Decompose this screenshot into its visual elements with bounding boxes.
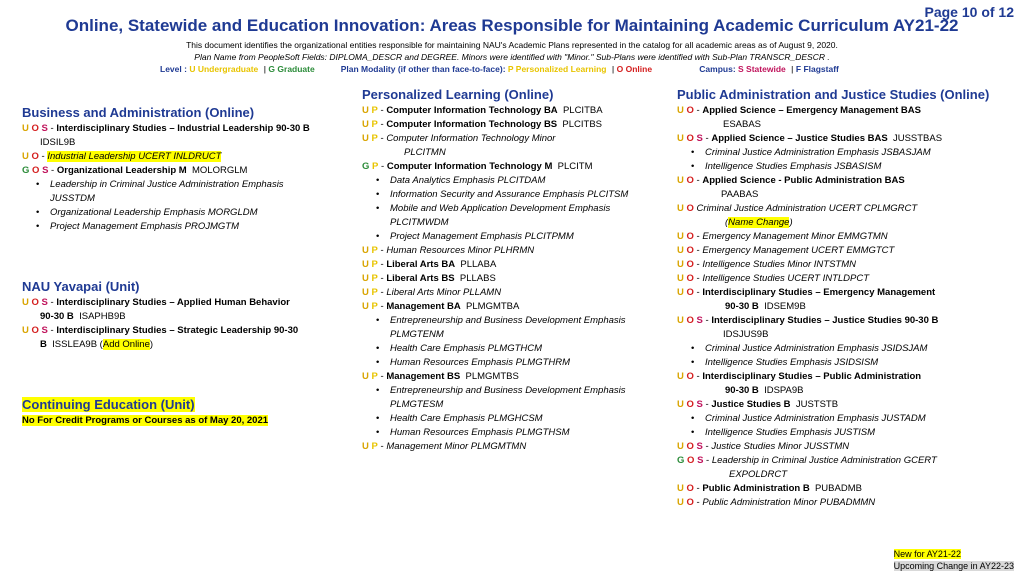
paren: ) — [149, 339, 154, 350]
code-o: O — [686, 245, 694, 256]
list-item: • Data Analytics Emphasis PLCITDAM — [362, 174, 672, 188]
plan-name: Interdisciplinary Studies – Emergency Management — [702, 287, 936, 298]
plan-code: PLCITBA — [562, 105, 603, 116]
code-u: U — [362, 371, 369, 382]
code-u: U — [362, 301, 369, 312]
code-u: U — [677, 287, 684, 298]
column-business-yavapai — [22, 104, 352, 428]
dash: - — [705, 315, 709, 326]
level-label: Level : — [160, 64, 187, 74]
plan-name: Computer Information Technology BA — [386, 105, 558, 116]
list-item — [22, 122, 352, 136]
list-item — [677, 300, 1017, 314]
dash: - — [706, 455, 710, 466]
campus-label: Campus: — [699, 64, 736, 74]
plan-name: Justice Studies Minor JUSSTMN — [711, 441, 850, 452]
list-item — [362, 160, 672, 174]
list-item — [362, 244, 672, 258]
dash: - — [380, 371, 384, 382]
section-public-administration: Public Administration and Justice Studies (Online) — [677, 87, 990, 102]
code-u: U — [362, 245, 369, 256]
dash: - — [705, 441, 709, 452]
code-o: O — [686, 287, 694, 298]
code-u: U — [677, 203, 684, 214]
legend-personalized: P Personalized Learning — [507, 64, 607, 74]
plan-name: Organizational Leadership M — [56, 165, 187, 176]
list-item — [677, 286, 1017, 300]
legend-graduate: G Graduate — [268, 64, 315, 74]
legend-undergraduate: U Undergraduate — [189, 64, 259, 74]
dash: - — [696, 497, 700, 508]
change-note: Add Online — [102, 339, 150, 350]
dash: - — [696, 245, 700, 256]
code-u: U — [677, 105, 684, 116]
list-item: • Criminal Justice Administration Emphasis JSBASJAM — [677, 146, 1017, 160]
list-item — [362, 370, 672, 384]
code-u: U — [362, 259, 369, 270]
code-u: U — [22, 297, 29, 308]
plan-code: MOLORGLM — [192, 165, 248, 176]
list-item — [362, 258, 672, 272]
code-u: U — [677, 231, 684, 242]
list-item: • Mobile and Web Application Development Emphasis — [362, 202, 672, 216]
code-u: U — [677, 273, 684, 284]
list-item: • Information Security and Assurance Emphasis PLCITSM — [362, 188, 672, 202]
list-item — [677, 482, 1017, 496]
list-item: • Human Resources Emphasis PLMGTHSM — [362, 426, 672, 440]
code-g: G — [22, 165, 30, 176]
plan-code: ISSLEA9B ( — [52, 339, 103, 350]
plan-name: Management Minor PLMGMTMN — [386, 441, 527, 452]
code-o: O — [686, 483, 694, 494]
plan-name: Intelligence Studies UCERT INTLDPCT — [702, 273, 870, 284]
list-item — [362, 440, 672, 454]
list-item: • Project Management Emphasis PLCITPMM — [362, 230, 672, 244]
code-s: S — [41, 325, 48, 336]
plan-name: Intelligence Studies Minor INTSTMN — [702, 259, 856, 270]
dash: - — [380, 245, 384, 256]
list-item: • Entrepreneurship and Business Development Emphasis — [362, 314, 672, 328]
code-p: P — [371, 273, 378, 284]
code-u: U — [677, 441, 684, 452]
code-o: O — [686, 231, 694, 242]
legend-flagstaff: F Flagstaff — [795, 64, 839, 74]
code-s: S — [696, 315, 703, 326]
list-item — [22, 150, 352, 164]
plan-code: ISAPHB9B — [79, 311, 126, 322]
list-item — [677, 496, 1017, 510]
dash: - — [51, 165, 55, 176]
code-u: U — [362, 441, 369, 452]
dash: - — [380, 133, 384, 144]
code-u: U — [677, 483, 684, 494]
plan-code: PLLABS — [459, 273, 496, 284]
list-item — [22, 296, 352, 310]
code-o: O — [686, 203, 694, 214]
code-s: S — [41, 123, 48, 134]
dash: - — [380, 301, 384, 312]
code-s: S — [696, 441, 703, 452]
list-item: • Intelligence Studies Emphasis JSIDSISM — [677, 356, 1017, 370]
code-o: O — [686, 315, 694, 326]
code-g: G — [677, 455, 685, 466]
list-item — [677, 216, 1017, 230]
plan-code: PLCITMWDM — [390, 217, 449, 228]
plan-code: IDSIL9B — [40, 137, 76, 148]
code-o: O — [686, 441, 694, 452]
change-note: Name Change — [728, 217, 790, 228]
code-p: P — [371, 105, 378, 116]
paren: ) — [789, 217, 793, 228]
list-item: • Entrepreneurship and Business Development Emphasis — [362, 384, 672, 398]
code-p: P — [371, 133, 378, 144]
dash: - — [696, 259, 700, 270]
plan-code: PLMGTESM — [390, 399, 444, 410]
code-u: U — [677, 175, 684, 186]
description-line: This document identifies the organizational entities responsible for maintaining NAU's Academic Plans represented in the catalog for all academic areas as of August 9, 2020. — [186, 40, 838, 50]
plan-name: 90-30 B — [725, 301, 759, 312]
section-personalized-learning: Personalized Learning (Online) — [362, 87, 554, 102]
code-legend — [160, 64, 839, 74]
list-item — [677, 132, 1017, 146]
list-item — [677, 440, 1017, 454]
plan-name: Criminal Justice Administration UCERT CPLMGRCT — [696, 203, 918, 214]
list-item — [362, 272, 672, 286]
note-text: No For Credit Programs or Courses as of May 20, 2021 — [22, 415, 269, 426]
code-u: U — [22, 123, 29, 134]
list-item: • Health Care Emphasis PLMGTHCM — [362, 342, 672, 356]
plan-code: PLCITBS — [562, 119, 603, 130]
plan-code: IDSPA9B — [764, 385, 804, 396]
section-title: Continuing Education (Unit) — [22, 397, 195, 412]
dash: - — [696, 105, 700, 116]
code-p: P — [372, 161, 379, 172]
plan-name: Liberal Arts BA — [386, 259, 456, 270]
plan-code: EXPOLDRCT — [729, 469, 788, 480]
code-u: U — [677, 245, 684, 256]
code-o: O — [31, 297, 39, 308]
list-item: • Project Management Emphasis PROJMGTM — [22, 220, 352, 234]
plan-name: Computer Information Technology M — [386, 161, 553, 172]
list-item — [677, 384, 1017, 398]
list-item — [677, 370, 1017, 384]
list-item — [362, 104, 672, 118]
list-item — [22, 164, 352, 178]
code-p: P — [371, 245, 378, 256]
separator: | — [791, 64, 794, 74]
code-u: U — [677, 259, 684, 270]
column-public-administration — [677, 86, 1017, 510]
dash: - — [50, 325, 54, 336]
code-g: G — [362, 161, 370, 172]
plan-name: Applied Science – Emergency Management BAS — [702, 105, 921, 116]
code-u: U — [362, 287, 369, 298]
dash: - — [381, 161, 385, 172]
page-number: Page 10 of 12 — [924, 4, 1014, 20]
plan-name: B — [40, 339, 47, 350]
plan-name: Human Resources Minor PLHRMN — [386, 245, 535, 256]
code-u: U — [677, 371, 684, 382]
dash: - — [41, 151, 45, 162]
list-item — [362, 300, 672, 314]
list-item: • Criminal Justice Administration Emphasis JSIDSJAM — [677, 342, 1017, 356]
code-o: O — [686, 105, 694, 116]
plan-name: Interdisciplinary Studies – Strategic Leadership 90-30 — [56, 325, 299, 336]
code-o: O — [31, 325, 39, 336]
dash: - — [705, 399, 709, 410]
plan-code: IDSEM9B — [764, 301, 806, 312]
code-p: P — [371, 441, 378, 452]
dash: - — [380, 259, 384, 270]
code-o: O — [687, 455, 695, 466]
plan-name: Emergency Management UCERT EMMGTCT — [702, 245, 895, 256]
plan-code: PLMGTENM — [390, 329, 444, 340]
code-o: O — [686, 273, 694, 284]
plan-name-note: Plan Name from PeopleSoft Fields: DIPLOMA_DESCR and DEGREE. Minors were identified with "Minor." Sub-Plans were identified with Sub-Plan TRANSCR_DESCR . — [194, 52, 830, 62]
plan-name: Interdisciplinary Studies – Public Administration — [702, 371, 922, 382]
plan-name: Emergency Management Minor EMMGTMN — [702, 231, 888, 242]
list-item: • Criminal Justice Administration Emphasis JUSTADM — [677, 412, 1017, 426]
change-legend — [894, 548, 1014, 572]
list-item — [677, 104, 1017, 118]
legend-online: O Online — [616, 64, 653, 74]
plan-code: PLCITM — [557, 161, 593, 172]
code-p: P — [371, 371, 378, 382]
code-u: U — [362, 273, 369, 284]
plan-name: Interdisciplinary Studies – Applied Human Behavior — [56, 297, 290, 308]
plan-code: JUSTSTB — [795, 399, 839, 410]
plan-name: Computer Information Technology BS — [386, 119, 558, 130]
section-nau-yavapai: NAU Yavapai (Unit) — [22, 279, 140, 294]
dash: - — [50, 123, 54, 134]
code-u: U — [677, 497, 684, 508]
dash: - — [696, 175, 700, 186]
code-o: O — [686, 175, 694, 186]
list-item — [677, 454, 1017, 468]
code-u: U — [22, 325, 29, 336]
list-item: • Organizational Leadership Emphasis MORGLDM — [22, 206, 352, 220]
plan-name: Liberal Arts Minor PLLAMN — [386, 287, 502, 298]
code-u: U — [677, 133, 684, 144]
list-item: • Intelligence Studies Emphasis JUSTISM — [677, 426, 1017, 440]
code-o: O — [686, 133, 694, 144]
separator: | — [263, 64, 267, 74]
code-s: S — [42, 165, 49, 176]
plan-name: Interdisciplinary Studies – Industrial Leadership 90-30 B — [56, 123, 310, 134]
plan-code: PUBADMB — [814, 483, 862, 494]
plan-code: JUSSTDM — [50, 193, 95, 204]
dash: - — [380, 441, 384, 452]
upcoming-legend — [894, 560, 1014, 572]
code-p: P — [371, 287, 378, 298]
list-item: • Health Care Emphasis PLMGHCSM — [362, 412, 672, 426]
code-s: S — [697, 455, 704, 466]
code-s: S — [696, 399, 703, 410]
list-item — [677, 244, 1017, 258]
dash: - — [696, 371, 700, 382]
upcoming-label: Upcoming Change in AY22-23 — [893, 561, 1014, 571]
list-item — [677, 314, 1017, 328]
list-item — [362, 118, 672, 132]
plan-code: IDSJUS9B — [723, 329, 769, 340]
list-item — [677, 174, 1017, 188]
plan-name: Public Administration Minor PUBADMMN — [702, 497, 876, 508]
plan-name: Applied Science - Public Administration BAS — [702, 175, 905, 186]
code-u: U — [362, 119, 369, 130]
code-u: U — [677, 399, 684, 410]
plan-name: Public Administration B — [702, 483, 810, 494]
dash: - — [705, 133, 709, 144]
plan-name: Management BA — [386, 301, 461, 312]
column-personalized-learning — [362, 86, 672, 454]
separator: | — [611, 64, 615, 74]
plan-name: 90-30 B — [725, 385, 759, 396]
plan-name: Liberal Arts BS — [386, 273, 455, 284]
list-item: • Leadership in Criminal Justice Administration Emphasis — [22, 178, 352, 192]
list-item — [362, 286, 672, 300]
plan-code: PAABAS — [721, 189, 759, 200]
plan-code: PLMGMTBA — [466, 301, 520, 312]
dash: - — [380, 119, 384, 130]
code-s: S — [696, 133, 703, 144]
dash: - — [696, 483, 700, 494]
dash: - — [50, 297, 54, 308]
plan-code: ESABAS — [723, 119, 762, 130]
code-o: O — [686, 259, 694, 270]
code-o: O — [31, 123, 39, 134]
plan-code: JUSSTBAS — [892, 133, 943, 144]
list-item — [362, 132, 672, 146]
new-label: New for AY21-22 — [893, 549, 961, 559]
list-item — [22, 414, 352, 428]
list-item — [22, 310, 352, 324]
dash: - — [696, 231, 700, 242]
legend-statewide: S Statewide — [738, 64, 786, 74]
code-p: P — [371, 119, 378, 130]
dash: - — [696, 273, 700, 284]
list-item — [677, 202, 1017, 216]
list-item: • Intelligence Studies Emphasis JSBASISM — [677, 160, 1017, 174]
plan-name-new: Industrial Leadership UCERT INLDRUCT — [47, 151, 222, 162]
plan-name: Justice Studies B — [711, 399, 791, 410]
plan-code: PLMGMTBS — [465, 371, 519, 382]
paren: ( — [725, 217, 729, 228]
code-s: S — [41, 297, 48, 308]
code-u: U — [362, 133, 369, 144]
plan-name: Leadership in Criminal Justice Administration GCERT — [711, 455, 937, 466]
list-item — [677, 272, 1017, 286]
section-business-administration: Business and Administration (Online) — [22, 105, 255, 120]
plan-code: PLCITMN — [404, 147, 446, 158]
list-item — [22, 338, 352, 352]
dash: - — [380, 287, 384, 298]
code-u: U — [362, 105, 369, 116]
code-o: O — [32, 165, 40, 176]
list-item: • Human Resources Emphasis PLMGTHRM — [362, 356, 672, 370]
plan-name: Computer Information Technology Minor — [386, 133, 556, 144]
dash: - — [380, 273, 384, 284]
code-o: O — [686, 497, 694, 508]
section-continuing-education — [22, 396, 352, 414]
plan-name: Management BS — [386, 371, 461, 382]
code-p: P — [371, 301, 378, 312]
code-o: O — [686, 399, 694, 410]
plan-name: Interdisciplinary Studies – Justice Studies 90-30 B — [711, 315, 939, 326]
plan-code: PLLABA — [460, 259, 497, 270]
page-title: Online, Statewide and Education Innovation: Areas Responsible for Maintaining Academic Curriculum AY21-22 — [65, 16, 959, 35]
list-item — [677, 398, 1017, 412]
code-p: P — [371, 259, 378, 270]
dash: - — [380, 105, 384, 116]
modality-label: Plan Modality (if other than face-to-face): — [340, 64, 506, 74]
list-item — [677, 230, 1017, 244]
code-u: U — [677, 315, 684, 326]
plan-name: 90-30 B — [40, 311, 74, 322]
new-legend — [894, 548, 1014, 560]
plan-name: Applied Science – Justice Studies BAS — [711, 133, 888, 144]
code-o: O — [686, 371, 694, 382]
list-item — [677, 258, 1017, 272]
dash: - — [696, 287, 700, 298]
code-o: O — [31, 151, 39, 162]
list-item — [22, 324, 352, 338]
code-u: U — [22, 151, 29, 162]
